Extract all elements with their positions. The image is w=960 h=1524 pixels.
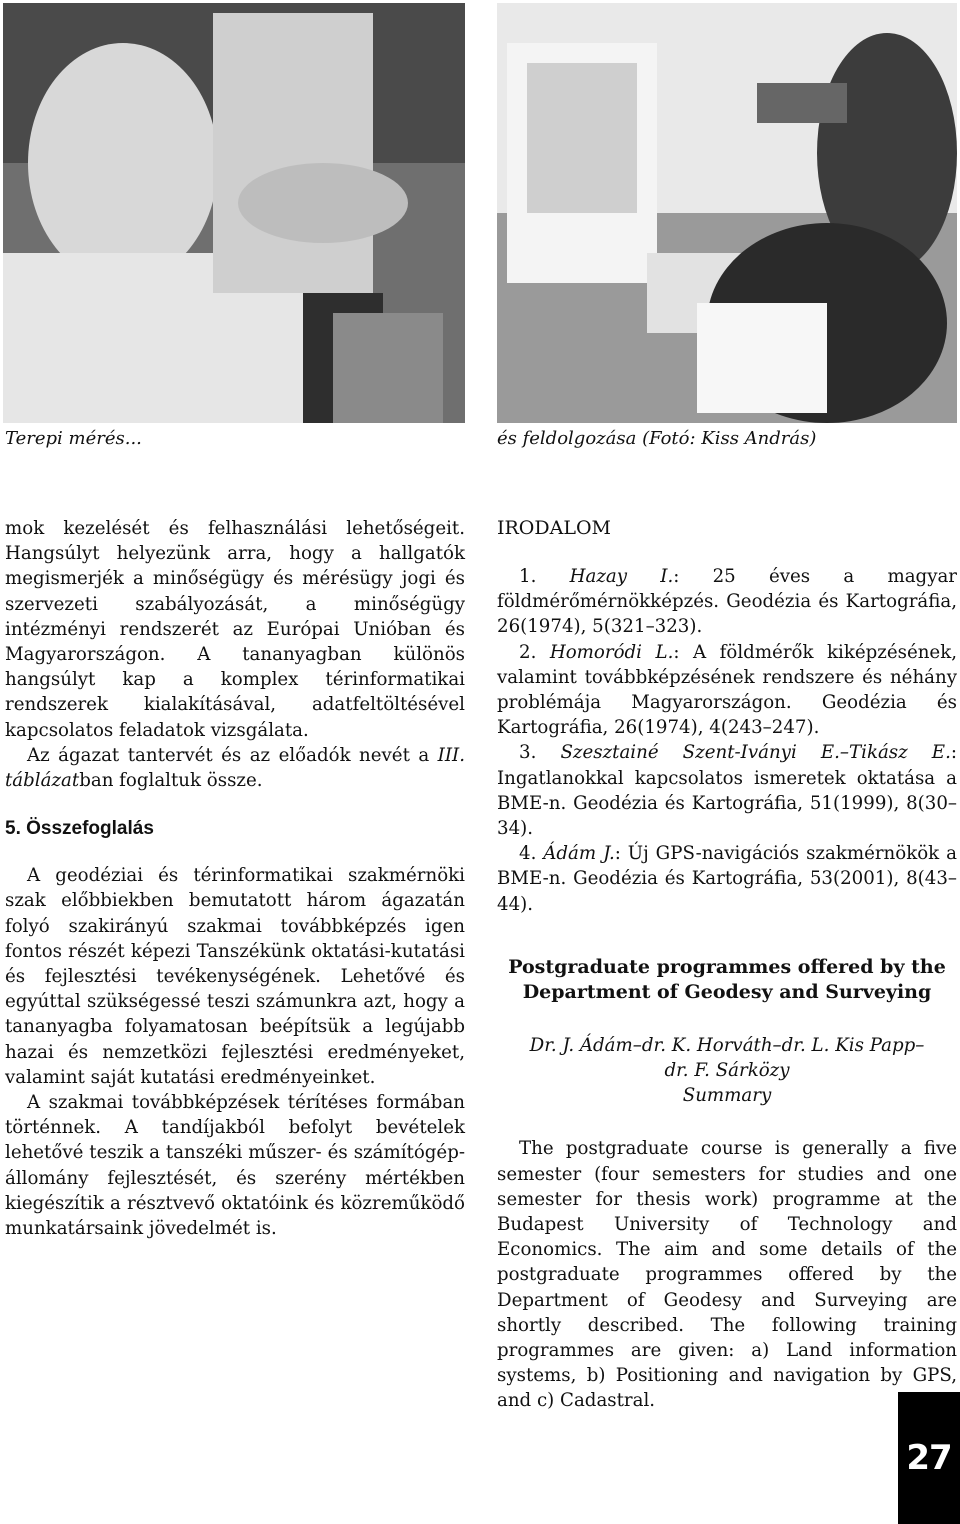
english-authors <box>497 1033 957 1109</box>
body-paragraph-table-ref <box>5 743 465 793</box>
summary-paragraph: The postgraduate course is generally a five semester (four semesters for studies and one semester for thesis work) programme at the Budapest University of Technology and Economics. The aim and some details of the postgraduate programmes offered by the Department of Geodesy and Surveying are shortly described. The following training programmes are given: a) Land information systems, b) Positioning and navigation by GPS, and c) Cadastral. <box>497 1138 957 1412</box>
ref-author: Homoródi L. <box>549 641 674 663</box>
ref-number: 2. <box>519 641 550 663</box>
body-paragraph: mok kezelését és felhasználási lehetőségeit. Hangsúlyt helyezünk arra, hogy a hallgatók megismerjék a minőségügy és mérésügy jogi és szervezeti szabályozását, a minőségügy intézményi rendszerét az Európai Unióban és Magyarországon. A tananyagban különös hangsúlyt kap a komplex térinformatikai rendszerek kialakításával, adatfeltöltésével kapcsolatos feladatok vizsgálata. <box>5 518 465 741</box>
english-title: Postgraduate programmes offered by the Department of Geodesy and Surveying <box>508 955 946 1003</box>
body-paragraph: A szakmai továbbképzések térítéses formában történnek. A tandíjakból befolyt bevételek lehetővé teszik a tanszéki műszer- és számítógép-állomány fejlesztését, és szerény mértékben kiegészítik a résztvevő oktatóink és közreműködő munkatársaink jövedelmét is. <box>5 1092 465 1240</box>
ref-text: : 25 éves a magyar földmérőmérnökképzés. Geodézia és Kartográfia, 26(1974), 5(321–323). <box>497 566 958 638</box>
text-span: Az ágazat tantervét és az előadók nevét a <box>27 744 438 766</box>
ref-number: 1. <box>519 566 570 587</box>
authors-line: Dr. J. Ádám–dr. K. Horváth–dr. L. Kis Papp– <box>529 1034 925 1056</box>
ref-text: : Új GPS-navigációs szakmérnökök a BME-n. Geodézia és Kartográfia, 53(2001), 8(43–44). <box>497 843 957 915</box>
photo-caption-left: Terepi mérés... <box>5 428 142 449</box>
photo-data-processing <box>497 3 957 423</box>
reference-item <box>497 740 957 841</box>
photo-field-measurement <box>3 3 465 423</box>
authors-line: dr. F. Sárközy <box>664 1060 790 1082</box>
ref-text: : Ingatlanokkal kapcsolatos ismeretek oktatása a BME-n. Geodézia és Kartográfia, 51(1999), 8(30–34). <box>497 742 957 840</box>
references-heading: IRODALOM <box>497 517 611 539</box>
ref-number: 3. <box>519 742 561 764</box>
photo-caption-right: és feldolgozása (Fotó: Kiss András) <box>497 428 817 449</box>
page-number: 27 <box>898 1392 960 1524</box>
left-column <box>5 516 465 1241</box>
ref-author: Hazay I. <box>569 566 674 587</box>
text-span: ban foglaltuk össze. <box>79 770 263 792</box>
summary-label: Summary <box>682 1085 772 1107</box>
reference-item <box>497 640 957 741</box>
reference-item <box>497 841 957 917</box>
right-column <box>497 516 957 1414</box>
section-heading: 5. Összefoglalás <box>5 818 154 840</box>
table-reference: III. táblázat <box>5 744 465 792</box>
ref-number: 4. <box>519 843 544 865</box>
ref-text: : A földmérők kiképzésének, valamint továbbképzésének rendszere és néhány problémája Magyarországon. Geodézia és Kartográfia, 26(1974), 4(243–247). <box>497 641 957 739</box>
ref-author: Ádám J. <box>543 843 615 865</box>
ref-author: Szesztainé Szent-Iványi E.–Tikász E. <box>560 742 951 764</box>
reference-item <box>497 564 957 640</box>
body-paragraph: A geodéziai és térinformatikai szakmérnöki szak előbbiekben bemutatott három ágazatán folyó szakirányú szakmai továbbképzés igen fontos részét képezi Tanszékünk oktatási-kutatási és fejlesztési tevékenységének. Lehetővé és egyúttal szükségessé teszi számunkra azt, hogy a tananyagba folyamatosan beépítsük a legújabb hazai és nemzetközi fejlesztési eredményeket, valamint saját kutatási eredményeinket. <box>5 865 465 1088</box>
